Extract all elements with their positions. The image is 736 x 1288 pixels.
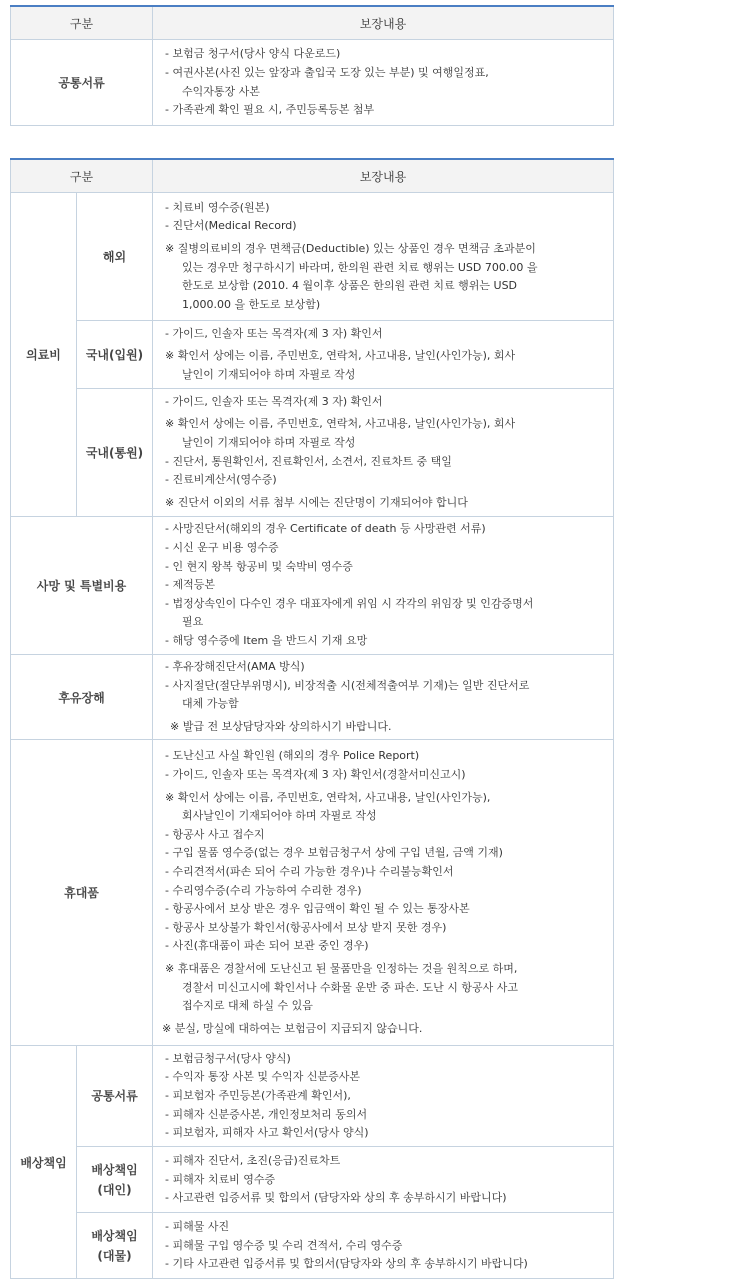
content-line: - 진료비계산서(영수증) bbox=[165, 473, 277, 487]
header-coverage: 보장내용 bbox=[153, 6, 614, 40]
content-line: - 제적등본 bbox=[165, 578, 215, 592]
content-line: - 인 현지 왕복 항공비 및 숙박비 영수증 bbox=[165, 559, 353, 573]
content-line: - 사망진단서(해외의 경우 Certificate of death 등 사망관련 서류) bbox=[165, 522, 486, 536]
death-content bbox=[153, 517, 614, 655]
content-line: - 법정상속인이 다수인 경우 대표자에게 위임 시 각각의 위임장 및 인감증명서 bbox=[165, 596, 534, 610]
content-line: - 항공사에서 보상 받은 경우 입금액이 확인 될 수 있는 통장사본 bbox=[165, 902, 470, 916]
content-line: - 가이드, 인솔자 또는 목격자(제 3 자) 확인서(경찰서미신고시) bbox=[165, 768, 466, 782]
subcategory-liability-personal bbox=[77, 1147, 153, 1213]
content-line: - 가이드, 인솔자 또는 목격자(제 3 자) 확인서 bbox=[165, 394, 383, 408]
subcategory-label: 배상책임 bbox=[91, 1228, 138, 1243]
category-belongings: 휴대품 bbox=[11, 740, 153, 1046]
content-line: - 피해물 구입 영수증 및 수리 견적서, 수리 영수증 bbox=[165, 1238, 403, 1252]
note-line: ※ 발급 전 보상담당자와 상의하시기 바랍니다. bbox=[170, 719, 392, 733]
content-line: - 피해물 사진 bbox=[165, 1219, 230, 1233]
content-line: 필요 bbox=[182, 615, 204, 629]
note-line: 날인이 기재되어야 하며 자필로 작성 bbox=[182, 367, 356, 381]
content-line: - 후유장해진단서(AMA 방식) bbox=[165, 660, 305, 673]
content-line: - 진단서, 통원확인서, 진료확인서, 소견서, 진료차트 중 택일 bbox=[165, 454, 452, 468]
disability-content bbox=[153, 655, 614, 740]
content-line: - 해당 영수증에 Item 을 반드시 기재 요망 bbox=[165, 633, 368, 647]
note-line: ※ 확인서 상에는 이름, 주민번호, 연락처, 사고내용, 날인(사인가능), 회사 bbox=[165, 349, 516, 363]
note-line: 회사날인이 기재되어야 하며 자필로 작성 bbox=[182, 809, 377, 823]
content-line: - 피해자 치료비 영수증 bbox=[165, 1172, 276, 1186]
content-line: - 진단서(Medical Record) bbox=[165, 219, 297, 233]
category-death-special-expenses: 사망 및 특별비용 bbox=[11, 517, 153, 655]
content-line: 수익자통장 사본 bbox=[182, 84, 260, 98]
note-line: ※ 확인서 상에는 이름, 주민번호, 연락처, 사고내용, 날인(사인가능), bbox=[165, 790, 491, 804]
note-line: ※ 질병의료비의 경우 면책금(Deductible) 있는 상품인 경우 면책금 초과분이 bbox=[165, 241, 536, 255]
subcategory-outpatient: 국내(통원) bbox=[77, 389, 153, 517]
content-line: - 항공사 보상불가 확인서(항공사에서 보상 받지 못한 경우) bbox=[165, 920, 447, 934]
content-line: - 보험금청구서(당사 양식) bbox=[165, 1051, 291, 1065]
category-common-documents: 공통서류 bbox=[11, 40, 153, 126]
common-documents-content bbox=[153, 40, 614, 126]
content-line: - 사진(휴대품이 파손 되어 보관 중인 경우) bbox=[165, 939, 369, 953]
content-line: - 치료비 영수증(원본) bbox=[165, 200, 270, 214]
content-line: - 사고관련 입증서류 및 합의서 (담당자와 상의 후 송부하시기 바랍니다) bbox=[165, 1191, 507, 1205]
subcategory-label: (대물) bbox=[97, 1248, 132, 1263]
belongings-content bbox=[153, 740, 614, 1046]
subcategory-label: 배상책임 bbox=[91, 1162, 138, 1177]
content-line: - 수리영수증(수리 가능하여 수리한 경우) bbox=[165, 883, 362, 897]
liability-personal-content bbox=[153, 1147, 614, 1213]
content-line: - 보험금 청구서(당사 양식 다운로드) bbox=[165, 47, 341, 61]
note-line: 한도로 보상함 (2010. 4 월이후 상품은 한의원 관련 치료 행위는 USD bbox=[182, 279, 518, 293]
content-line: - 피해자 진단서, 초진(응급)진료차트 bbox=[165, 1153, 341, 1167]
subcategory-inpatient: 국내(입원) bbox=[77, 321, 153, 389]
note-line: 있는 경우만 청구하시기 바라며, 한의원 관련 치료 행위는 USD 700.00 을 bbox=[182, 260, 538, 274]
category-medical: 의료비 bbox=[11, 193, 77, 517]
common-documents-table bbox=[10, 5, 614, 126]
subcategory-overseas: 해외 bbox=[77, 193, 153, 321]
liability-common-content bbox=[153, 1046, 614, 1147]
content-line: - 시신 운구 비용 영수증 bbox=[165, 541, 279, 555]
subcategory-liability-common: 공통서류 bbox=[77, 1046, 153, 1147]
content-line: - 가족관계 확인 필요 시, 주민등록등본 첨부 bbox=[165, 103, 375, 117]
content-line: - 도난신고 사실 확인원 (해외의 경우 Police Report) bbox=[165, 749, 420, 763]
content-line: - 구입 물품 영수증(없는 경우 보험금청구서 상에 구입 년월, 금액 기재) bbox=[165, 846, 503, 860]
category-liability: 배상책임 bbox=[11, 1046, 77, 1279]
liability-property-content bbox=[153, 1213, 614, 1279]
note-line: 접수지로 대체 하실 수 있음 bbox=[182, 999, 313, 1013]
note-line: ※ 진단서 이외의 서류 첨부 시에는 진단명이 기재되어야 합니다 bbox=[165, 495, 468, 509]
content-line: - 여권사본(사진 있는 앞장과 출입국 도장 있는 부분) 및 여행일정표, bbox=[165, 65, 489, 79]
content-line: - 피보험자, 피해자 사고 확인서(당사 양식) bbox=[165, 1126, 369, 1140]
content-line: - 항공사 사고 접수지 bbox=[165, 827, 265, 841]
content-line: 대체 가능함 bbox=[182, 697, 239, 711]
header-coverage: 보장내용 bbox=[153, 159, 614, 193]
content-line: - 가이드, 인솔자 또는 목격자(제 3 자) 확인서 bbox=[165, 326, 383, 340]
content-line: - 수리견적서(파손 되어 수리 가능한 경우)나 수리불능확인서 bbox=[165, 864, 454, 878]
subcategory-liability-property bbox=[77, 1213, 153, 1279]
note-line: ※ 확인서 상에는 이름, 주민번호, 연락처, 사고내용, 날인(사인가능), 회사 bbox=[165, 417, 516, 431]
note-line: 경찰서 미신고시에 확인서나 수화물 운반 중 파손. 도난 시 항공사 사고 bbox=[182, 980, 518, 994]
overseas-content bbox=[153, 193, 614, 321]
content-line: - 피보험자 주민등본(가족관계 확인서), bbox=[165, 1089, 351, 1103]
note-line: ※ 분실, 망실에 대하여는 보험금이 지급되지 않습니다. bbox=[162, 1021, 423, 1035]
note-line: 날인이 기재되어야 하며 자필로 작성 bbox=[182, 435, 356, 449]
outpatient-content bbox=[153, 389, 614, 517]
content-line: - 수익자 통장 사본 및 수익자 신분증사본 bbox=[165, 1070, 360, 1084]
content-line: - 사지절단(절단부위명시), 비장적출 시(전체적출여부 기재)는 일반 진단서로 bbox=[165, 678, 530, 692]
coverage-table bbox=[10, 158, 614, 1279]
header-category: 구분 bbox=[11, 6, 153, 40]
content-line: - 피해자 신분증사본, 개인정보처리 동의서 bbox=[165, 1107, 368, 1121]
note-line: ※ 휴대품은 경찰서에 도난신고 된 물품만을 인정하는 것을 원칙으로 하며, bbox=[165, 961, 518, 975]
content-line: - 기타 사고관련 입증서류 및 합의서(담당자와 상의 후 송부하시기 바랍니다) bbox=[165, 1257, 528, 1271]
inpatient-content bbox=[153, 321, 614, 389]
category-disability: 후유장해 bbox=[11, 655, 153, 740]
subcategory-label: (대인) bbox=[97, 1182, 132, 1197]
note-line: 1,000.00 을 한도로 보상함) bbox=[182, 297, 321, 311]
header-category: 구분 bbox=[11, 159, 153, 193]
